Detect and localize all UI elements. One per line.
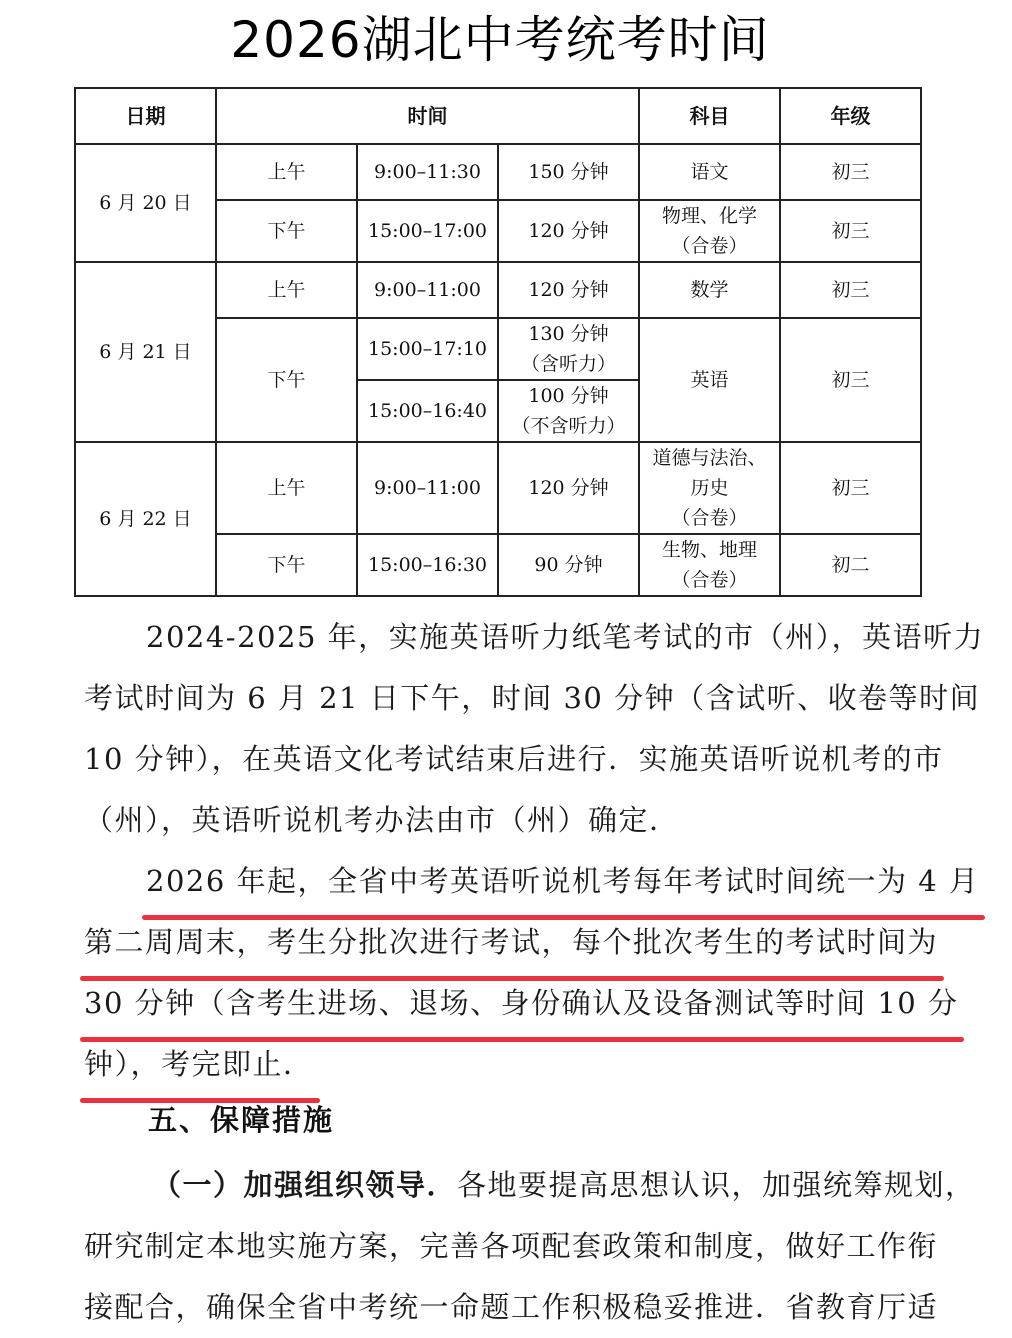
grade-cell: 初三 <box>780 200 921 262</box>
paragraph-line <box>84 912 974 973</box>
grade-cell: 初二 <box>780 534 921 596</box>
duration-cell: 120 分钟 <box>498 442 639 534</box>
paragraph-line <box>84 1034 974 1095</box>
header-date: 日期 <box>75 88 216 144</box>
duration-cell: 120 分钟 <box>498 200 639 262</box>
duration-cell: 120 分钟 <box>498 262 639 318</box>
time-cell: 15:00–17:10 <box>357 318 498 380</box>
paragraph-line: 10 分钟），在英语文化考试结束后进行．实施英语听说机考的市 <box>84 742 944 776</box>
grade-cell: 初三 <box>780 318 921 442</box>
subject-line: 物理、化学 <box>662 205 758 227</box>
duration-cell <box>498 318 639 380</box>
paragraph-line: 接配合，确保全省中考统一命题工作积极稳妥推进．省教育厅适 <box>84 1290 939 1324</box>
header-subject: 科目 <box>639 88 780 144</box>
grade-cell: 初三 <box>780 442 921 534</box>
subject-cell <box>639 534 780 596</box>
subject-cell: 数学 <box>639 262 780 318</box>
period-cell: 下午 <box>216 200 357 262</box>
time-cell: 15:00–16:40 <box>357 380 498 442</box>
grade-cell: 初三 <box>780 144 921 200</box>
subject-cell <box>639 200 780 262</box>
duration-line: 100 分钟 <box>528 385 609 407</box>
header-time: 时间 <box>216 88 639 144</box>
subject-cell: 语文 <box>639 144 780 200</box>
bold-lead-text: （一）加强组织领导． <box>152 1168 458 1202</box>
period-cell: 上午 <box>216 262 357 318</box>
grade-cell: 初三 <box>780 262 921 318</box>
paragraph-line: 研究制定本地实施方案，完善各项配套政策和制度，做好工作衔 <box>84 1229 939 1263</box>
paragraph-line <box>84 851 980 912</box>
subject-line: （合卷） <box>671 235 748 257</box>
subject-cell <box>639 442 780 534</box>
paragraph-line: （州），英语听说机考办法由市（州）确定． <box>84 803 680 837</box>
subject-line: 生物、地理 <box>662 539 758 561</box>
period-cell: 上午 <box>216 442 357 534</box>
date-cell: 6 月 20 日 <box>75 144 216 262</box>
period-cell: 上午 <box>216 144 357 200</box>
paragraph-line: 考试时间为 6 月 21 日下午，时间 30 分钟（含试听、收卷等时间 <box>84 681 981 715</box>
duration-line: （不含听力） <box>511 415 626 437</box>
underlined-text: 钟），考完即止． <box>84 1034 314 1095</box>
time-cell: 9:00–11:00 <box>357 442 498 534</box>
header-grade: 年级 <box>780 88 921 144</box>
duration-line: （含听力） <box>521 353 617 375</box>
time-cell: 15:00–16:30 <box>357 534 498 596</box>
duration-cell <box>498 380 639 442</box>
period-cell: 下午 <box>216 318 357 442</box>
time-cell: 9:00–11:30 <box>357 144 498 200</box>
paragraph-line <box>84 1155 974 1216</box>
time-cell: 15:00–17:00 <box>357 200 498 262</box>
listening-exam-paragraph <box>84 607 985 851</box>
page-title: 2026湖北中考统考时间 <box>230 11 770 69</box>
paragraph-text: 各地要提高思想认识，加强统筹规划， <box>457 1168 976 1202</box>
table-row <box>75 262 921 318</box>
underlined-text: 第二周周末，考生分批次进行考试，每个批次考生的考试时间为 <box>84 912 938 973</box>
table-row <box>75 442 921 534</box>
underlined-text: 30 分钟（含考生进场、退场、身份确认及设备测试等时间 10 分 <box>84 973 958 1034</box>
paragraph-line: 2024-2025 年，实施英语听力纸笔考试的市（州），英语听力 <box>146 620 985 654</box>
subject-line: 历史 <box>690 477 729 499</box>
paragraph-line <box>84 973 974 1034</box>
underlined-text: 2026 年起，全省中考英语听说机考每年考试时间统一为 4 月 <box>146 851 979 912</box>
organization-paragraph <box>84 1155 974 1338</box>
subject-cell: 英语 <box>639 318 780 442</box>
subject-line: （合卷） <box>671 569 748 591</box>
section-heading: 五、保障措施 <box>148 1103 335 1137</box>
duration-line: 130 分钟 <box>528 323 609 345</box>
period-cell: 下午 <box>216 534 357 596</box>
time-cell: 9:00–11:00 <box>357 262 498 318</box>
date-cell: 6 月 21 日 <box>75 262 216 442</box>
table-row <box>75 144 921 200</box>
highlighted-paragraph <box>84 851 980 1095</box>
subject-line: （合卷） <box>671 507 748 529</box>
date-cell: 6 月 22 日 <box>75 442 216 596</box>
exam-schedule-table <box>74 87 922 597</box>
duration-cell: 90 分钟 <box>498 534 639 596</box>
duration-cell: 150 分钟 <box>498 144 639 200</box>
table-header-row <box>75 88 921 144</box>
subject-line: 道德与法治、 <box>652 447 767 469</box>
